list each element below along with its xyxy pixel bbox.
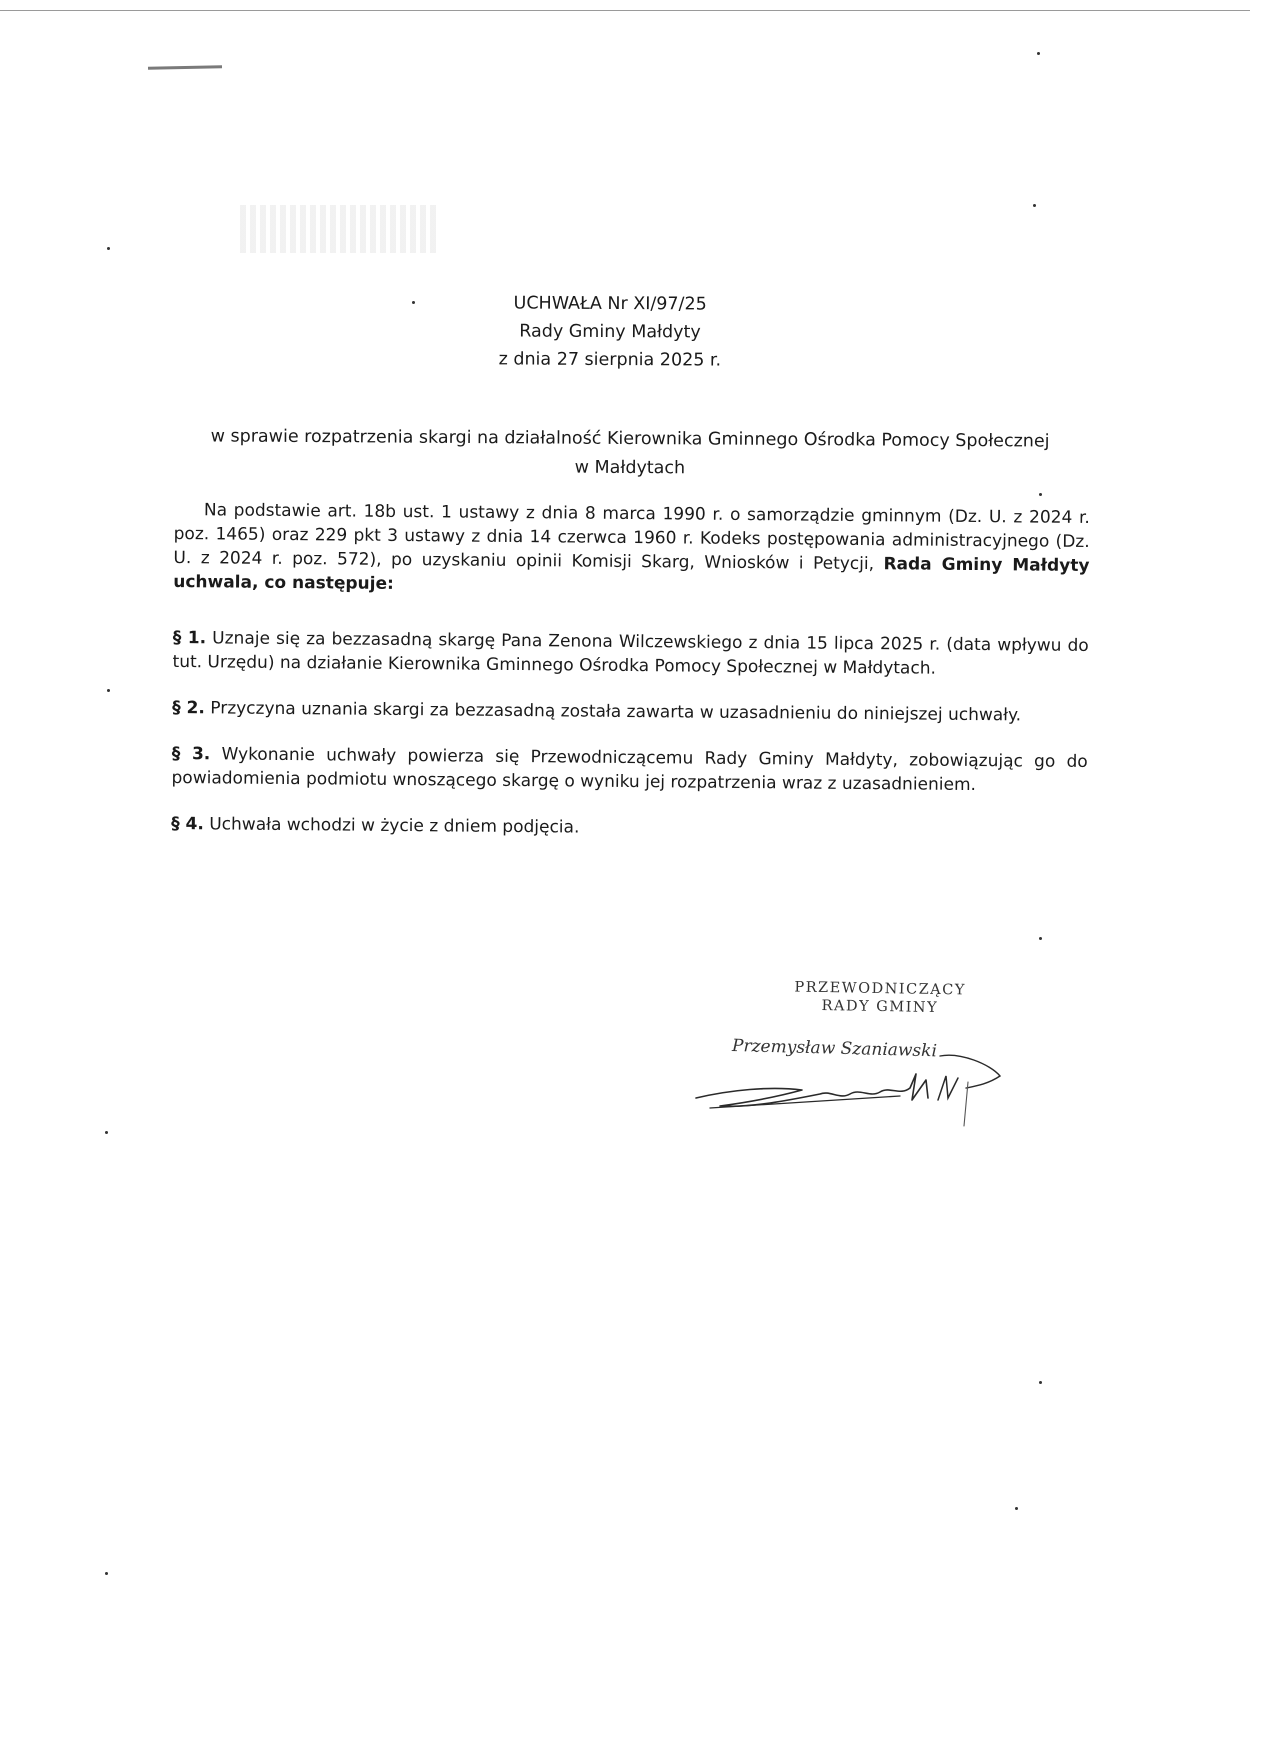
paragraph-number: § 1. [172,627,207,649]
scan-speck [1033,204,1036,207]
issuing-body: Rady Gminy Małdyty [519,321,701,343]
preamble [173,498,1090,602]
resolution-body [171,498,1090,866]
preamble-enacting-clause: Rada Gminy Małdyty uchwala, co następuje: [173,554,1090,594]
signature-stamp [720,980,1040,1060]
scan-top-edge [0,10,1250,11]
signature-title [720,977,1041,1019]
resolution-subject [170,422,1090,486]
preamble-text: Na podstawie art. 18b ust. 1 ustawy z dnia 8 marca 1990 r. o samorządzie gminnym (Dz. U. z 2024 r. poz. 1465) oraz 229 pkt 3 ustawy z dnia 14 czerwca 1960 r. Kodeks postępowania administracyjnego (Dz. U. z 2024 r. poz. 572), po uzyskaniu opinii Komisji Skarg, Wniosków i Petycji, [173,500,1090,575]
signature-title-line-1: PRZEWODNICZĄCY [794,979,967,999]
scan-speck [1039,493,1042,496]
paragraph-number: § 3. [171,743,211,765]
signature-title-line-2: RADY GMINY [821,997,939,1017]
paragraph-4 [171,812,1087,844]
paragraph-2 [172,696,1088,728]
paragraph-text: Przyczyna uznania skargi za bezzasadną została zawarta w uzasadnieniu do niniejszej uchwały. [210,698,1022,726]
paragraph-text: Uchwała wchodzi w życie z dniem podjęcia. [209,814,580,838]
signatory-name: Przemysław Szaniawski [731,1035,938,1062]
scan-speck [1039,1381,1042,1384]
scan-speck [1037,52,1040,55]
scan-speck [105,1572,108,1575]
paragraph-3 [171,742,1087,798]
scan-stray-mark [148,65,222,70]
resolution-number: UCHWAŁA Nr XI/97/25 [513,293,707,315]
subject-line-2: w Małdytach [574,457,686,479]
scan-speck [105,1131,108,1134]
paragraph-text: Uznaje się za bezzasadną skargę Pana Zenona Wilczewskiego z dnia 15 lipca 2025 r. (data wpływu do tut. Urzędu) na działanie Kierownika Gminnego Ośrodka Pomocy Społecznej w Małdytach. [172,628,1089,679]
faded-stamp-impression [240,205,440,253]
paragraph-text: Wykonanie uchwały powierza się Przewodniczącemu Rady Gminy Małdyty, zobowiązując go do powiadomienia podmiotu wnoszącego skargę o wyniku jej rozpatrzenia wraz z uzasadnieniem. [171,744,1088,796]
scan-speck [1015,1507,1018,1510]
subject-line-1: w sprawie rozpatrzenia skargi na działalność Kierownika Gminnego Ośrodka Pomocy Społecznej [210,426,1050,452]
paragraph-1 [172,626,1088,682]
resolution-date: z dnia 27 sierpnia 2025 r. [498,349,722,371]
scan-speck [107,247,110,250]
resolution-header [430,289,790,375]
handwritten-signature [690,1050,1020,1130]
scan-speck [107,689,110,692]
scan-speck [1039,937,1042,940]
scan-speck [412,301,415,304]
paragraph-number: § 2. [172,697,205,719]
paragraph-number: § 4. [171,813,204,835]
